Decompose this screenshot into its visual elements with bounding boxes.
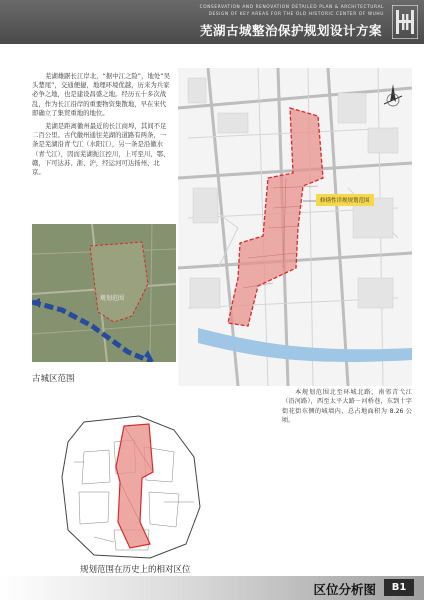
header-subtitle-en-line1: CONSERVATION AND RENOVATION DETAILED PLAN & ARCHITECTURAL <box>199 5 384 10</box>
aerial-area-label: 规划范围 <box>100 295 125 302</box>
scope-description <box>282 388 412 425</box>
scope-description-text: 本规划范围北至环城北路、南邻青弋江（沿河路），西至太平大路－河桥巷，东到十字街花街东侧的城墙内，总占地面积为 8.26 公顷。 <box>282 389 412 424</box>
section-title: 区位分析图 <box>313 582 376 597</box>
main-location-map <box>178 68 412 386</box>
north-arrow-icon <box>382 82 404 112</box>
page-code-badge: B1 <box>384 579 414 596</box>
aerial-caption: 古城区范围 <box>32 374 75 384</box>
aerial-photo-map <box>32 224 176 362</box>
footer-bar <box>0 568 424 600</box>
header-subtitle-en-line2: DESIGN OF KEY AREAS FOR THE OLD HISTORIC CENTER OF WUHU <box>208 12 384 17</box>
historical-location-map <box>54 412 204 562</box>
intro-paragraph-1: 芜湖雄踞长江岸北，“据中江之险”，地处“吴头楚尾”，交通便捷，地理环境优越，历来为兵家必争之地，也是建设昌盛之地。经历五十多次战乱，作为长江沿岸的重要物资集散地，早在宋代即确立了集贸重地的地位。 <box>32 72 170 117</box>
intro-paragraph-2: 芜湖是距离徽州最近的长江商埠，其间不足二百公里。古代徽州通往芜湖的道路有两条，一条是芜湖沿青弋江（水阳江），另一条是沿徽水（青弋江），因而芜湖扼江控川，上可至川、鄂、赣，下可达苏、浙、沪，经运河可达扬州、北京。 <box>32 122 170 177</box>
hh-monogram-logo <box>392 5 418 39</box>
header-bar <box>0 0 424 44</box>
history-map-caption: 规划范围在历史上的相对区位 <box>80 565 191 575</box>
header-title: 芜湖古城整治保护规划设计方案 <box>199 23 382 38</box>
intro-text <box>32 72 172 181</box>
main-map-callout: 修缮性详规规划范围 <box>316 194 374 206</box>
